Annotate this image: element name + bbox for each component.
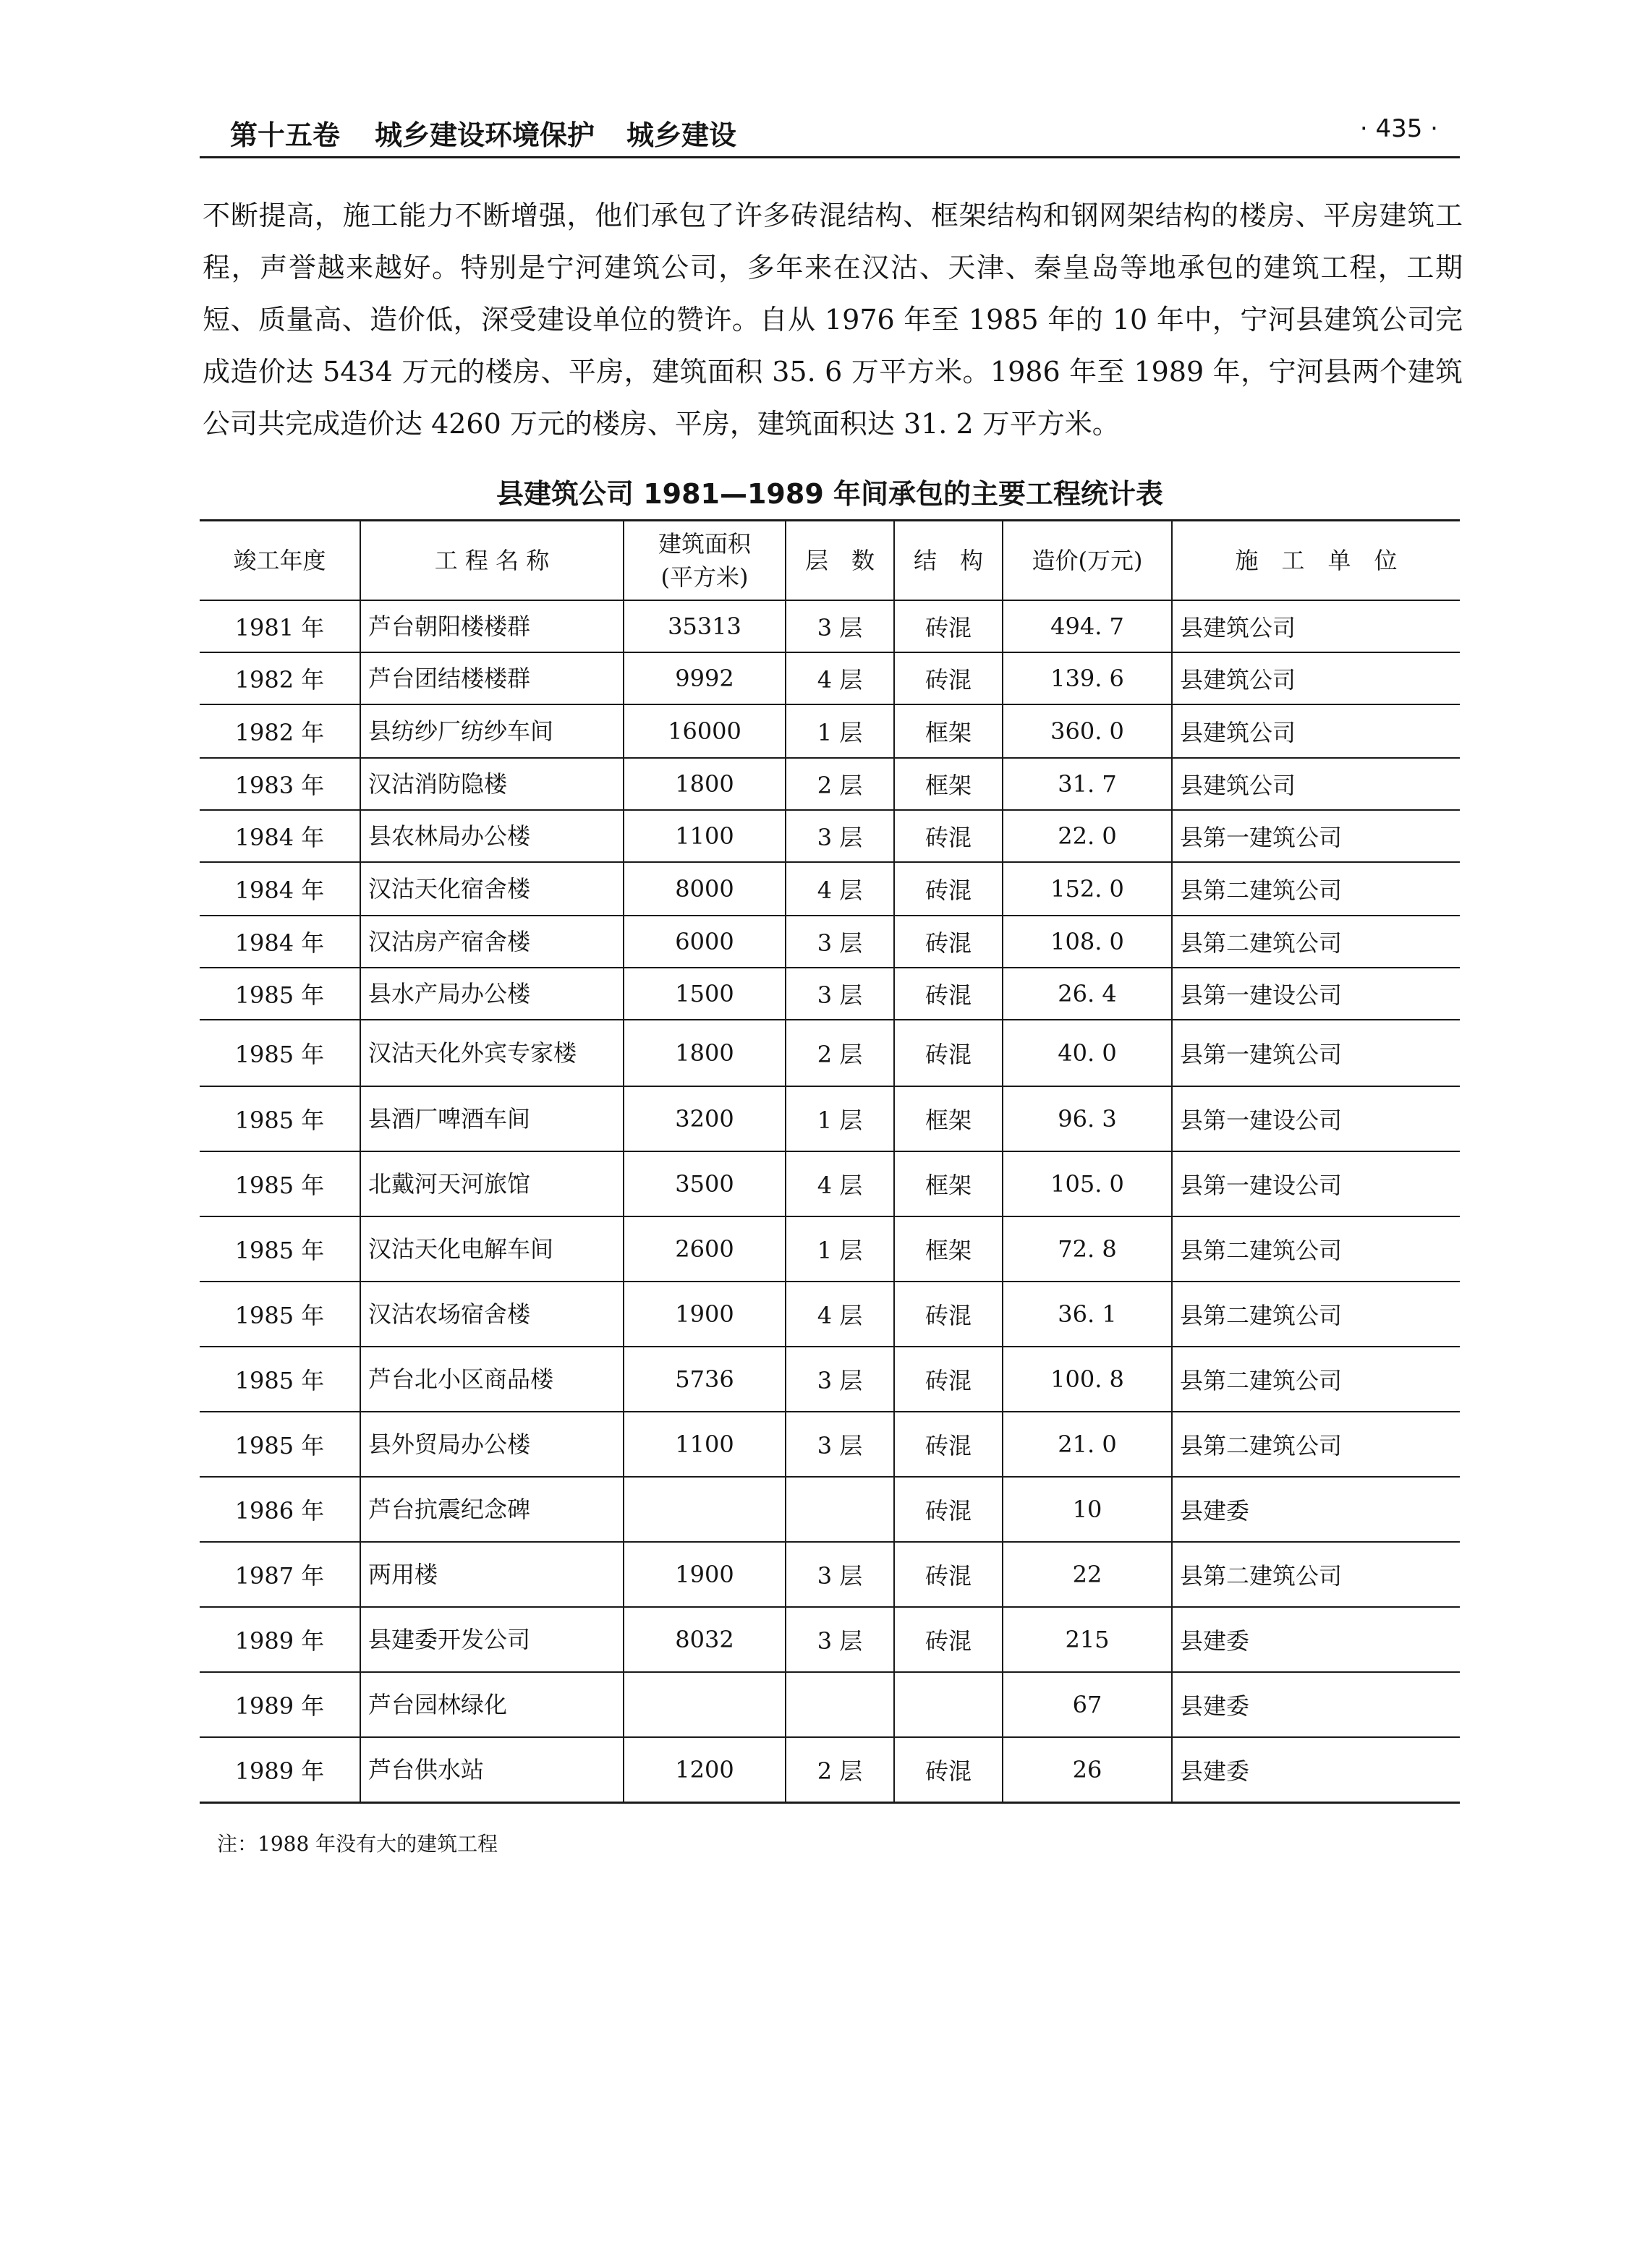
cell-year: 1989 年 [200, 1737, 360, 1802]
table-row [200, 1347, 1460, 1412]
cell-year: 1985 年 [200, 1216, 360, 1282]
table-row [200, 1151, 1460, 1216]
table-row [200, 916, 1460, 968]
cell-builder: 县第一建设公司 [1172, 1151, 1460, 1216]
header-name: 工 程 名 称 [360, 521, 624, 601]
cell-cost: 10 [1003, 1477, 1172, 1542]
running-header [200, 108, 1460, 158]
cell-builder: 县第一建筑公司 [1172, 810, 1460, 862]
table-body [200, 600, 1460, 1802]
cell-structure: 砖混 [894, 1020, 1003, 1086]
statistics-table [200, 519, 1460, 1804]
cell-cost: 105. 0 [1003, 1151, 1172, 1216]
cell-floors: 2 层 [786, 758, 894, 810]
cell-builder: 县第一建设公司 [1172, 1086, 1460, 1151]
cell-name: 汉沽天化宿舍楼 [360, 862, 624, 916]
table-row [200, 652, 1460, 704]
cell-name: 县农林局办公楼 [360, 810, 624, 862]
cell-area [624, 1477, 786, 1542]
table-row [200, 1216, 1460, 1282]
cell-cost: 21. 0 [1003, 1412, 1172, 1477]
cell-structure: 砖混 [894, 1607, 1003, 1672]
header-floors: 层 数 [786, 521, 894, 601]
cell-name: 县建委开发公司 [360, 1607, 624, 1672]
cell-structure: 砖混 [894, 1282, 1003, 1347]
cell-floors: 4 层 [786, 1282, 894, 1347]
cell-year: 1989 年 [200, 1607, 360, 1672]
cell-area: 35313 [624, 600, 786, 652]
cell-year: 1985 年 [200, 1347, 360, 1412]
cell-cost: 360. 0 [1003, 704, 1172, 758]
cell-cost: 22. 0 [1003, 810, 1172, 862]
cell-structure: 砖混 [894, 862, 1003, 916]
table-row [200, 1737, 1460, 1802]
cell-area: 1500 [624, 968, 786, 1020]
table-row [200, 810, 1460, 862]
cell-floors: 3 层 [786, 968, 894, 1020]
cell-builder: 县第二建筑公司 [1172, 862, 1460, 916]
table-row [200, 1412, 1460, 1477]
cell-year: 1985 年 [200, 968, 360, 1020]
cell-name: 汉沽农场宿舍楼 [360, 1282, 624, 1347]
cell-cost: 494. 7 [1003, 600, 1172, 652]
cell-name: 县酒厂啤酒车间 [360, 1086, 624, 1151]
cell-name: 芦台供水站 [360, 1737, 624, 1802]
cell-area: 1200 [624, 1737, 786, 1802]
cell-builder: 县第二建筑公司 [1172, 1282, 1460, 1347]
cell-floors: 3 层 [786, 1607, 894, 1672]
cell-name: 北戴河天河旅馆 [360, 1151, 624, 1216]
cell-structure [894, 1672, 1003, 1737]
cell-year: 1984 年 [200, 916, 360, 968]
cell-cost: 26. 4 [1003, 968, 1172, 1020]
cell-floors: 1 层 [786, 1216, 894, 1282]
table-row [200, 1477, 1460, 1542]
header-area [624, 521, 786, 601]
table-row [200, 968, 1460, 1020]
cell-area: 2600 [624, 1216, 786, 1282]
cell-floors: 4 层 [786, 652, 894, 704]
cell-structure: 砖混 [894, 1347, 1003, 1412]
cell-floors: 3 层 [786, 1542, 894, 1607]
cell-builder: 县第二建筑公司 [1172, 916, 1460, 968]
cell-name: 县水产局办公楼 [360, 968, 624, 1020]
table-note: 注：1988 年没有大的建筑工程 [217, 1832, 498, 1856]
cell-floors: 3 层 [786, 1347, 894, 1412]
cell-year: 1985 年 [200, 1282, 360, 1347]
cell-cost: 72. 8 [1003, 1216, 1172, 1282]
header-structure: 结 构 [894, 521, 1003, 601]
cell-year: 1982 年 [200, 652, 360, 704]
cell-year: 1989 年 [200, 1672, 360, 1737]
cell-area: 1800 [624, 758, 786, 810]
table-row [200, 862, 1460, 916]
cell-floors: 2 层 [786, 1020, 894, 1086]
cell-year: 1984 年 [200, 862, 360, 916]
cell-structure: 框架 [894, 758, 1003, 810]
cell-year: 1983 年 [200, 758, 360, 810]
cell-builder: 县建委 [1172, 1607, 1460, 1672]
volume-label: 第十五卷 [230, 119, 341, 151]
cell-structure: 砖混 [894, 1477, 1003, 1542]
header-year: 竣工年度 [200, 521, 360, 601]
header-cost: 造价(万元) [1003, 521, 1172, 601]
table-row [200, 1282, 1460, 1347]
table-row [200, 1020, 1460, 1086]
cell-floors: 3 层 [786, 916, 894, 968]
cell-area: 8032 [624, 1607, 786, 1672]
cell-name: 芦台朝阳楼楼群 [360, 600, 624, 652]
cell-structure: 砖混 [894, 1737, 1003, 1802]
cell-cost: 26 [1003, 1737, 1172, 1802]
table-title: 县建筑公司 1981—1989 年间承包的主要工程统计表 [496, 478, 1163, 510]
cell-builder: 县建筑公司 [1172, 704, 1460, 758]
cell-floors: 3 层 [786, 810, 894, 862]
cell-structure: 砖混 [894, 1412, 1003, 1477]
cell-name: 汉沽房产宿舍楼 [360, 916, 624, 968]
cell-year: 1985 年 [200, 1086, 360, 1151]
cell-builder: 县建筑公司 [1172, 600, 1460, 652]
cell-builder: 县建委 [1172, 1737, 1460, 1802]
cell-name: 汉沽天化电解车间 [360, 1216, 624, 1282]
cell-structure: 砖混 [894, 600, 1003, 652]
cell-cost: 96. 3 [1003, 1086, 1172, 1151]
cell-year: 1985 年 [200, 1020, 360, 1086]
cell-structure: 框架 [894, 1216, 1003, 1282]
cell-name: 芦台北小区商品楼 [360, 1347, 624, 1412]
table-row [200, 758, 1460, 810]
cell-area: 1800 [624, 1020, 786, 1086]
cell-name: 芦台抗震纪念碑 [360, 1477, 624, 1542]
cell-cost: 100. 8 [1003, 1347, 1172, 1412]
cell-floors: 3 层 [786, 1412, 894, 1477]
cell-area: 16000 [624, 704, 786, 758]
cell-area: 3500 [624, 1151, 786, 1216]
cell-cost: 67 [1003, 1672, 1172, 1737]
cell-year: 1984 年 [200, 810, 360, 862]
cell-year: 1982 年 [200, 704, 360, 758]
cell-area: 1900 [624, 1282, 786, 1347]
cell-name: 两用楼 [360, 1542, 624, 1607]
header-area-line1: 建筑面积 [658, 530, 751, 558]
cell-cost: 22 [1003, 1542, 1172, 1607]
cell-structure: 砖混 [894, 968, 1003, 1020]
cell-area: 9992 [624, 652, 786, 704]
cell-structure: 砖混 [894, 1542, 1003, 1607]
paragraph: 不断提高，施工能力不断增强，他们承包了许多砖混结构、框架结构和钢网架结构的楼房、平房建筑工程，声誉越来越好。特别是宁河建筑公司，多年来在汉沽、天津、秦皇岛等地承包的建筑工程，工期短、质量高、造价低，深受建设单位的赞许。自从 1976 年至 1985 年的 10 年中，宁河县建筑公司完成造价达 5434 万元的楼房、平房，建筑面积 35. 6 万平方米。1986 年至 1989 年，宁河县两个建筑公司共完成造价达 4260 万元的楼房、平房，建筑面积达 31. 2 万平方米。 [203, 200, 1463, 440]
cell-structure: 砖混 [894, 810, 1003, 862]
cell-builder: 县第二建筑公司 [1172, 1542, 1460, 1607]
cell-area: 5736 [624, 1347, 786, 1412]
cell-floors: 1 层 [786, 704, 894, 758]
cell-floors [786, 1672, 894, 1737]
cell-structure: 砖混 [894, 652, 1003, 704]
cell-builder: 县建委 [1172, 1672, 1460, 1737]
cell-floors: 3 层 [786, 600, 894, 652]
cell-builder: 县第一建筑公司 [1172, 1020, 1460, 1086]
cell-area: 3200 [624, 1086, 786, 1151]
cell-floors: 4 层 [786, 1151, 894, 1216]
cell-structure: 砖混 [894, 916, 1003, 968]
table-row [200, 1672, 1460, 1737]
table-row [200, 600, 1460, 652]
cell-name: 芦台团结楼楼群 [360, 652, 624, 704]
subsection-label: 城乡建设 [626, 119, 737, 151]
cell-cost: 40. 0 [1003, 1020, 1172, 1086]
cell-builder: 县建委 [1172, 1477, 1460, 1542]
cell-floors: 4 层 [786, 862, 894, 916]
table-row [200, 1086, 1460, 1151]
cell-builder: 县第一建设公司 [1172, 968, 1460, 1020]
table-row [200, 1542, 1460, 1607]
cell-cost: 31. 7 [1003, 758, 1172, 810]
cell-year: 1985 年 [200, 1151, 360, 1216]
cell-year: 1985 年 [200, 1412, 360, 1477]
cell-floors: 2 层 [786, 1737, 894, 1802]
table-row [200, 1607, 1460, 1672]
cell-builder: 县第二建筑公司 [1172, 1347, 1460, 1412]
header-left [230, 113, 768, 153]
cell-builder: 县第二建筑公司 [1172, 1216, 1460, 1282]
cell-area: 1100 [624, 1412, 786, 1477]
section-label: 城乡建设环境保护 [375, 119, 595, 151]
cell-floors: 1 层 [786, 1086, 894, 1151]
cell-year: 1986 年 [200, 1477, 360, 1542]
cell-cost: 36. 1 [1003, 1282, 1172, 1347]
cell-name: 县外贸局办公楼 [360, 1412, 624, 1477]
cell-name: 汉沽天化外宾专家楼 [360, 1020, 624, 1086]
cell-area: 6000 [624, 916, 786, 968]
cell-name: 芦台园林绿化 [360, 1672, 624, 1737]
cell-builder: 县第二建筑公司 [1172, 1412, 1460, 1477]
cell-area: 1900 [624, 1542, 786, 1607]
cell-name: 汉沽消防隐楼 [360, 758, 624, 810]
cell-structure: 框架 [894, 704, 1003, 758]
cell-cost: 139. 6 [1003, 652, 1172, 704]
cell-structure: 框架 [894, 1151, 1003, 1216]
cell-area: 1100 [624, 810, 786, 862]
cell-name: 县纺纱厂纺纱车间 [360, 704, 624, 758]
cell-structure: 框架 [894, 1086, 1003, 1151]
page-number: · 435 · [1359, 114, 1438, 143]
cell-year: 1987 年 [200, 1542, 360, 1607]
cell-area: 8000 [624, 862, 786, 916]
cell-cost: 108. 0 [1003, 916, 1172, 968]
cell-year: 1981 年 [200, 600, 360, 652]
table-header-row [200, 521, 1460, 601]
cell-cost: 152. 0 [1003, 862, 1172, 916]
cell-area [624, 1672, 786, 1737]
cell-builder: 县建筑公司 [1172, 652, 1460, 704]
cell-cost: 215 [1003, 1607, 1172, 1672]
header-area-line2: (平方米) [660, 563, 749, 591]
table-row [200, 704, 1460, 758]
cell-builder: 县建筑公司 [1172, 758, 1460, 810]
header-builder: 施 工 单 位 [1172, 521, 1460, 601]
cell-floors [786, 1477, 894, 1542]
body-text [203, 189, 1463, 450]
